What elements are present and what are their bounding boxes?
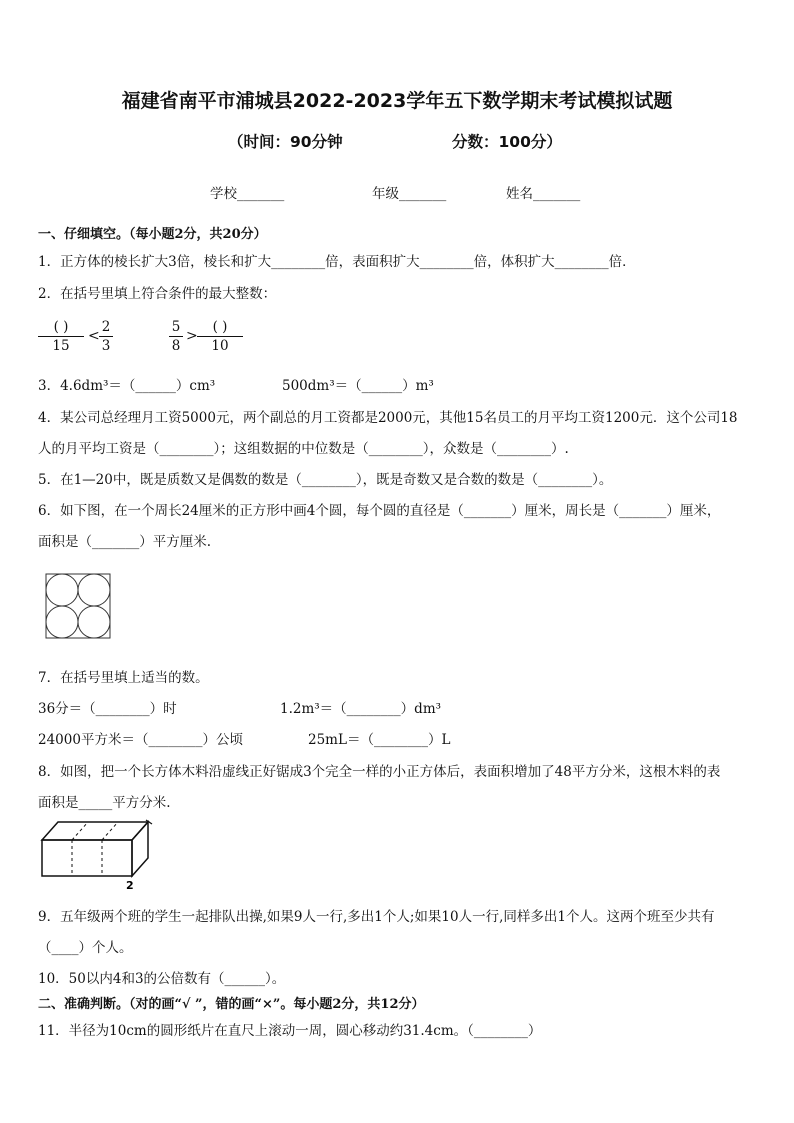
less-than-sign: <	[88, 328, 100, 344]
question-6-line-2: 面积是（_______）平方厘米.	[38, 534, 212, 550]
question-7a: 36分＝（________）时	[38, 701, 177, 717]
question-4-line-1: 4．某公司总经理月工资5000元，两个副总的月工资都是2000元，其他15名员工的月平均工资1200元．这个公司18	[38, 410, 738, 426]
greater-than-sign: >	[186, 328, 198, 344]
fraction-3: 5 8	[169, 318, 183, 355]
exam-score: 分数：100分）	[452, 133, 562, 151]
question-3b: 500dm³＝（______）m³	[282, 378, 434, 394]
name-field: 姓名_______	[506, 186, 581, 202]
section-1-heading: 一、仔细填空。（每小题2分，共20分）	[38, 227, 267, 242]
cuboid-edge-label: 2	[126, 879, 134, 892]
question-7b: 1.2m³＝（________）dm³	[280, 701, 442, 717]
question-6-line-1: 6．如下图，在一个周长24厘米的正方形中画4个圆，每个圆的直径是（_______）厘米，周长是（_______）厘米，	[38, 503, 721, 519]
exam-time: （时间：90分钟	[228, 133, 343, 151]
section-2-heading: 二、准确判断。（对的画“√ ”，错的画“×”。每小题2分，共12分）	[38, 997, 425, 1012]
question-9-line-2: （____）个人。	[38, 940, 133, 956]
question-7d: 25mL＝（________）L	[308, 732, 451, 748]
question-8-line-2: 面积是_____平方分米.	[38, 795, 171, 811]
question-7c: 24000平方米＝（________）公顷	[38, 732, 243, 748]
question-2: 2．在括号里填上符合条件的最大整数：	[38, 286, 277, 302]
question-11: 11．半径为10cm的圆形纸片在直尺上滚动一周，圆心移动约31.4cm。（________）	[38, 1023, 542, 1039]
grade-field: 年级_______	[372, 186, 447, 202]
question-5: 5．在1—20中，既是质数又是偶数的数是（________），既是奇数又是合数的数是（________）。	[38, 472, 613, 488]
fraction-2: 2 3	[99, 318, 113, 355]
page-title: 福建省南平市浦城县2022-2023学年五下数学期末考试模拟试题	[121, 90, 673, 112]
fraction-4: ( ) 10	[197, 318, 243, 355]
question-10: 10．50以内4和3的公倍数有（______）。	[38, 971, 286, 987]
question-4-line-2: 人的月平均工资是（________）；这组数据的中位数是（________），众数是（________）.	[38, 441, 569, 457]
question-1: 1．正方体的棱长扩大3倍，棱长和扩大________倍，表面积扩大________倍，体积扩大________倍．	[38, 254, 636, 270]
school-field: 学校_______	[210, 186, 285, 202]
square-four-circles-figure	[45, 573, 111, 639]
question-7: 7．在括号里填上适当的数。	[38, 670, 209, 686]
fraction-1-numerator: ( )	[53, 319, 69, 335]
question-8-line-1: 8．如图，把一个长方体木料沿虚线正好锯成3个完全一样的小正方体后，表面积增加了48平方分米，这根木料的表	[38, 764, 721, 780]
question-9-line-1: 9．五年级两个班的学生一起排队出操,如果9人一行,多出1个人;如果10人一行,同样多出1个人。这两个班至少共有	[38, 909, 715, 925]
cuboid-figure	[38, 818, 156, 892]
question-3a: 3．4.6dm³＝（______）cm³	[38, 378, 216, 394]
fraction-1	[38, 318, 84, 355]
fraction-1-denominator: 15	[52, 338, 70, 354]
